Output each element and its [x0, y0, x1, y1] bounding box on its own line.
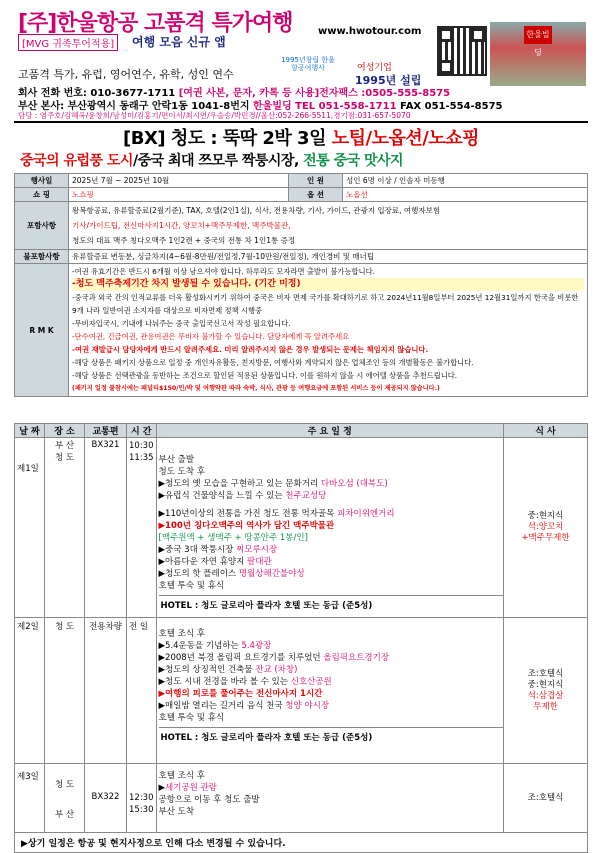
building-sign: 한울빌딩	[524, 26, 552, 44]
founding-year: 1995년 설립	[355, 74, 422, 87]
day1-row: 제1일 부 산 청 도 BX321 10:30 11:35 부산 출발 청도 도착 후 ▶청도의 옛 모습을 구현하고 있는 문화거리 다바오섬 (대북도) ▶유럽식 건물양식을 느낄 수 있는 천주교성당 ▶110년이상의 전통을 가진 청도 전통 먹자골목 피차이위엔거리 ▶100년 칭다오맥주의 역사가 담긴 맥주박물관 [맥주원액 + 생맥주 + 땅콩안주 1봉/인] ▶중국 3대 짝퉁시장 찌모루시장 ▶아름다운 자연 휴양지 팔대관 ▶청도의 핫 플레이스 명월상해간불야성 호텔 투숙 및 휴식 HOTEL : 청도 글로리아 플라자 호텔 또는 동급 (준5성) 중:현지식 석:양꼬치 +맥주무제한	[15, 438, 588, 618]
website-url[interactable]: www.hwotour.com	[318, 26, 422, 37]
tour-title: [BX] 청도 : 뚝딱 2박 3일 노팁/노옵션/노쇼핑 중국의 유럽풍 도시/중국 최대 쯔모루 짝퉁시장, 전통 중국 맛사지	[20, 128, 479, 169]
building-photo	[490, 22, 586, 86]
day3-row: 제3일 청 도 부 산 BX322 12:30 15:30 호텔 조식 후 ▶세기공원 관람 공항으로 이동 후 청도 출발 부산 도착 조:호텔식	[15, 764, 588, 833]
company-logo: 1995년창립 한울항공여행사	[281, 56, 335, 72]
info-table: 행사일 2025년 7월 ~ 2025년 10월 인 원 성인 6명 이상 / 인솔자 미동행 쇼 핑 노쇼핑 옵 션 노옵션 포함사항 왕복항공료, 유류할증료(2월기준), TAX, 호텔(2인1실), 식사, 전용차량, 기사, 가이드, 관광지 입장료, 여행자보험 기사/가이드팁, 전신마사지1시간, 양꼬치+맥주무제한, 맥주박물관, 청도의 대표 맥주 칭다오맥주 1인2캔 + 중국의 전통 차 1인1통 증정 불포함사항 유류할증료 변동분, 싱글차지(4~6월-8만원/전일정,7월-10만원/전일정), 개인경비 및 매너팁 R M K -여권 유효기간은 반드시 6개월 이상 남으셔야 합니다. 하루라도 모자라면 출발이 불가능합니다. -청도 맥주축제기간 차지 발생될 수 있습니다. (기간 미정) -중국과 외국 간의 인적교류를 더욱 활성화시키기 위하여 중국은 비자 면제 국가를 확대하기로 하고 2024년11월8일부터 2025년 12월31일까지 한국을 비롯한 9개 나라 일반여권 소지자를 대상으로 비자면제 정책 시행중 -무비자입국시, 기내에 나눠주는 중국 출입국신고서 작성 필요합니다. -단수여권, 긴급여권, 관용여권은 무비자 불가할 수 있습니다. 담당자에게 꼭 알려주세요 -여권 재발급시 담당자에게 반드시 알려주세요. 미리 알려주시지 않은 경우 발생되는 문제는 책임지지 않습니다. -해당 상품은 패키지 상품으로 일정 중 개인자유활동, 친지방문, 여행사와 계약되지 않은 업체조인 등의 개별활동은 불가합니다. -해당 상품은 선택관광을 동반하는 조건으로 할인된 적용된 상품입니다. 이를 원하지 않을 시 에어텔 상품을 추천드립니다. (패키지 일정 불참시에는 패널티$150/인/박 및 여행약관 따라 숙박, 식사, 관광 등 여행요금에 포함된 서비스 등이 제공되지 않습니다.)	[14, 173, 588, 397]
day2-row: 제2일 청 도 전용차량 전 일 호텔 조식 후 ▶5.4운동을 기념하는 5.4광장 ▶2008년 북경 올림픽 요트경기를 치루었던 올림픽요트경기장 ▶청도의 상징적인 건축물 잔교 (차창) ▶청도 시내 전경을 바라 볼 수 있는 신호산공원 ▶여행의 피로를 풀어주는 전신마사지 1시간 ▶매일밤 열리는 길거리 음식 천국 청양 야시장 호텔 투숙 및 휴식 HOTEL : 청도 글로리아 플라자 호텔 또는 동급 (준5성) 조:호텔식 중:현지식 석:삼겹살 무제한	[15, 618, 588, 764]
address-line: 부산 본사: 부산광역시 동래구 안락1동 1041-8번지 한울빌딩 TEL 051-558-1711 FAX 051-554-8575	[18, 101, 503, 112]
women-company-logo: 여성기업	[357, 63, 392, 73]
contact-line: 회사 전화 번호: 010-3677-1711 [여권 사본, 문자, 카톡 등 사용]전자팩스 :0505-555-8575	[18, 88, 451, 99]
app-label: 여행 모음 신규 앱	[132, 35, 226, 49]
qr-code-icon	[437, 26, 487, 76]
subtitle: 고품격 특가, 유럽, 영어연수, 유학, 성인 연수	[18, 68, 234, 81]
schedule-table: 날 짜 장 소 교통편 시 간 주 요 일 정 식 사 제1일 부 산 청 도 BX321 10:30 11:35 부산 출발 청도 도착 후 ▶청도의 옛 모습을 구현하고 있는 문화거리 다바오섬 (대북도) ▶유럽식 건물양식을 느낄 수 있는 천주교성당 ▶110년이상의 전통을 가진 청도 전통 먹자골목 피차이위엔거리 ▶100년 칭다오맥주의 역사가 담긴 맥주박물관 [맥주원액 + 생맥주 + 땅콩안주 1봉/인] ▶중국 3대 짝퉁시장 찌모루시장 ▶아름다운 자연 휴양지 팔대관 ▶청도의 핫 플레이스 명월상해간불야성 호텔 투숙 및 휴식 HOTEL : 청도 글로리아 플라자 호텔 또는 동급 (준5성) 중:현지식 석:양꼬치 +맥주무제한 제2일 청 도 전용차량 전 일 호텔 조식 후 ▶5.4운동을 기념하는 5.4광장 ▶2008년 북경 올림픽 요트경기를 치루었던 올림픽요트경기장 ▶청도의 상징적인 건축물 잔교 (차창) ▶청도 시내 전경을 바라 볼 수 있는 신호산공원 ▶여행의 피로를 풀어주는 전신마사지 1시간 ▶매일밤 열리는 길거리 음식 천국 청양 야시장 호텔 투숙 및 휴식 HOTEL : 청도 글로리아 플라자 호텔 또는 동급 (준5성) 조:호텔식 중:현지식 석:삼겹살 무제한 제3일 청 도 부 산 BX322 12:30 15:30 호텔 조식 후 ▶세기공원 관람 공항으로 이동 후 청도 출발 부산 도착 조:호텔식 ▶상기 일정은 항공 및 현지사정으로 인해 다소 변경될 수 있습니다.	[14, 423, 588, 853]
mvg-badge: [MVG 귀족투어적용]	[18, 34, 118, 51]
staff-line: 담당 : 염주호/김혜옥/윤창희/남성미/김홍기/편이서/최시연/우슬송/박민경//울산:052-266-5511,경기점:031-657-5070	[18, 111, 411, 120]
divider	[14, 121, 588, 123]
footer-note: ▶상기 일정은 항공 및 현지사정으로 인해 다소 변경될 수 있습니다.	[15, 833, 588, 853]
brand-title: [주]한울항공 고품격 특가여행	[18, 11, 293, 36]
